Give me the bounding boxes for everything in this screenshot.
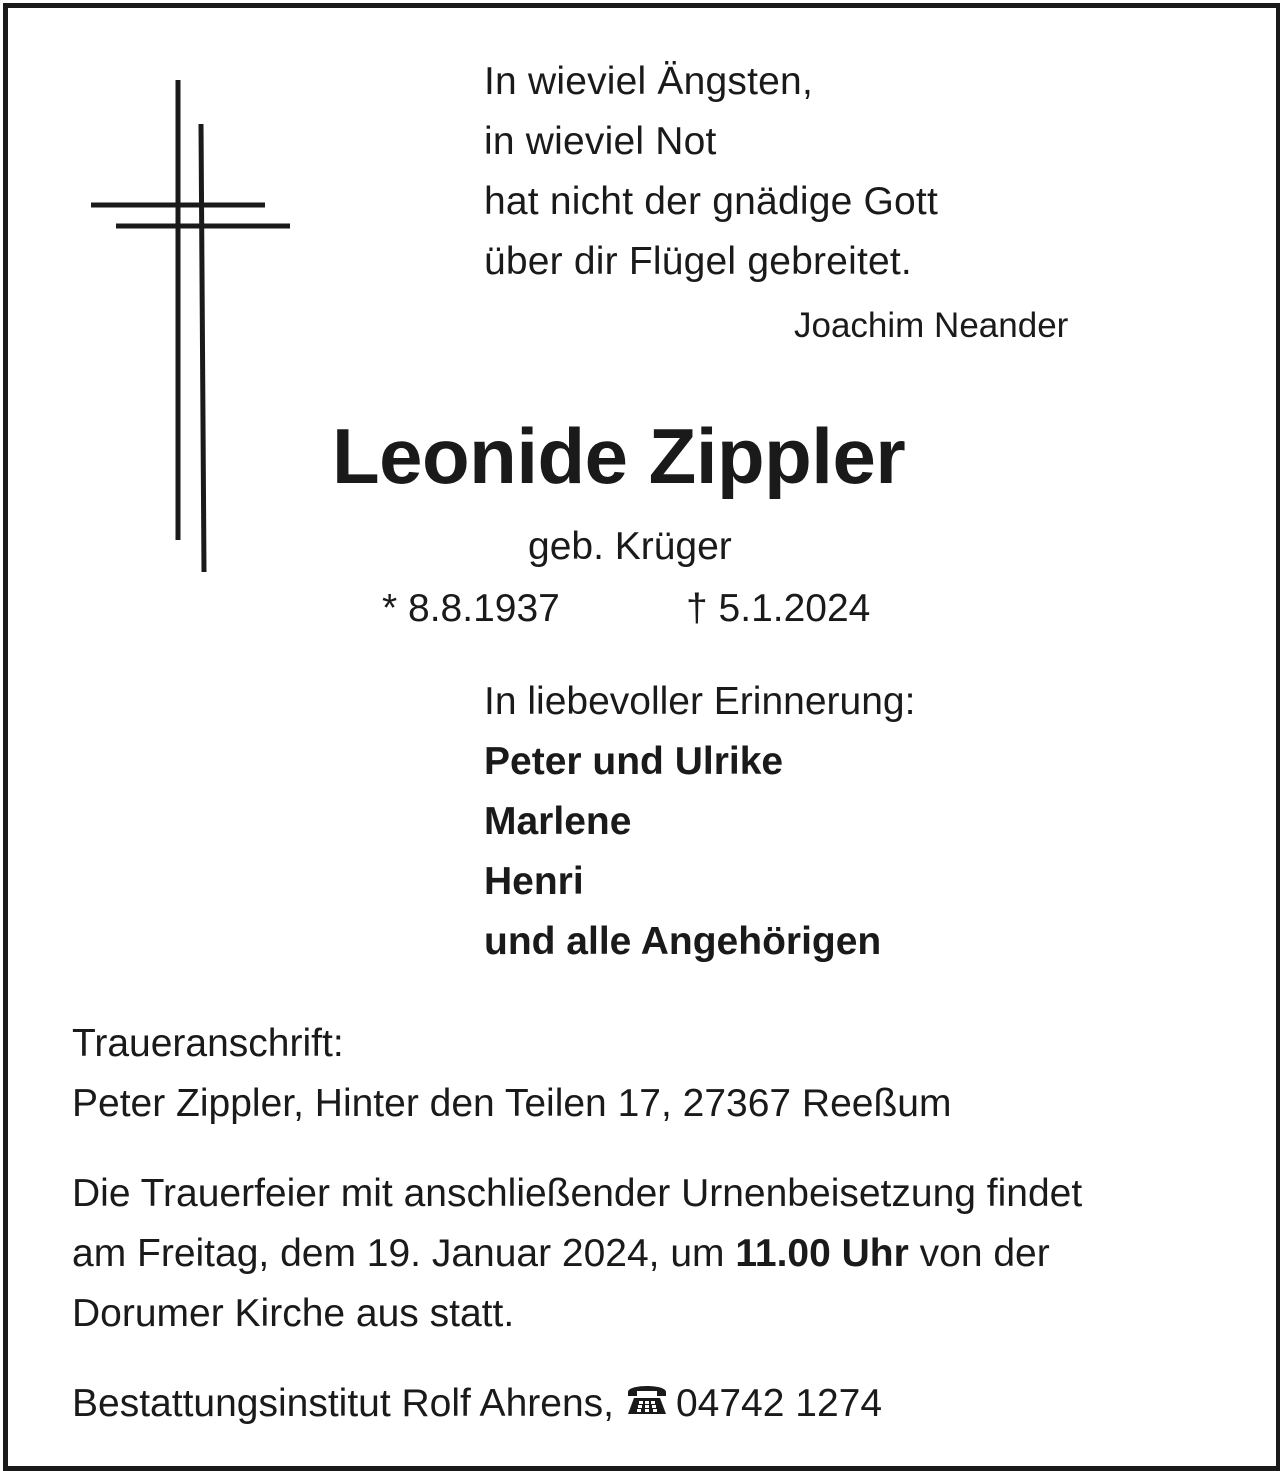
dagger-icon: † (686, 587, 708, 630)
service-time: 11.00 Uhr (735, 1232, 909, 1275)
phone-number: 04742 1274 (675, 1382, 883, 1425)
address-label: Traueranschrift: (72, 1022, 344, 1065)
poem-author: Joachim Neander (794, 306, 1069, 345)
service-text: von der (908, 1232, 1050, 1275)
service-line: Die Trauerfeier mit anschließender Urnenbeisetzung findet (72, 1172, 1083, 1215)
poem-line: hat nicht der gnädige Gott (484, 180, 939, 223)
mourning-address (72, 1014, 951, 1134)
service-line (72, 1224, 1222, 1284)
undertaker (72, 1374, 882, 1436)
mourners-intro: In liebevoller Erinnerung: (484, 680, 916, 723)
maiden-name: geb. Krüger (528, 525, 732, 568)
telephone-icon (624, 1376, 670, 1436)
mourner-name: und alle Angehörigen (484, 920, 882, 963)
poem (484, 52, 938, 292)
mourner-name: Marlene (484, 800, 632, 843)
poem-line: in wieviel Not (484, 120, 717, 163)
undertaker-name: Bestattungsinstitut Rolf Ahrens, (72, 1382, 614, 1425)
address-line: Peter Zippler, Hinter den Teilen 17, 27367 Reeßum (72, 1082, 952, 1125)
funeral-service-info (72, 1164, 1222, 1344)
mourner-name: Henri (484, 860, 584, 903)
poem-line: In wieviel Ängsten, (484, 60, 813, 103)
deceased-name: Leonide Zippler (332, 412, 906, 500)
birth-date: * 8.8.1937 (382, 587, 560, 630)
mourners-block (484, 672, 915, 972)
death-date: 5.1.2024 (718, 587, 871, 630)
cross-icon (0, 0, 300, 580)
service-text: am Freitag, dem 19. Januar 2024, um (72, 1232, 736, 1275)
poem-line: über dir Flügel gebreitet. (484, 240, 912, 283)
death-date-block (686, 582, 870, 636)
mourner-name: Peter und Ulrike (484, 740, 784, 783)
service-line: Dorumer Kirche aus statt. (72, 1292, 515, 1335)
